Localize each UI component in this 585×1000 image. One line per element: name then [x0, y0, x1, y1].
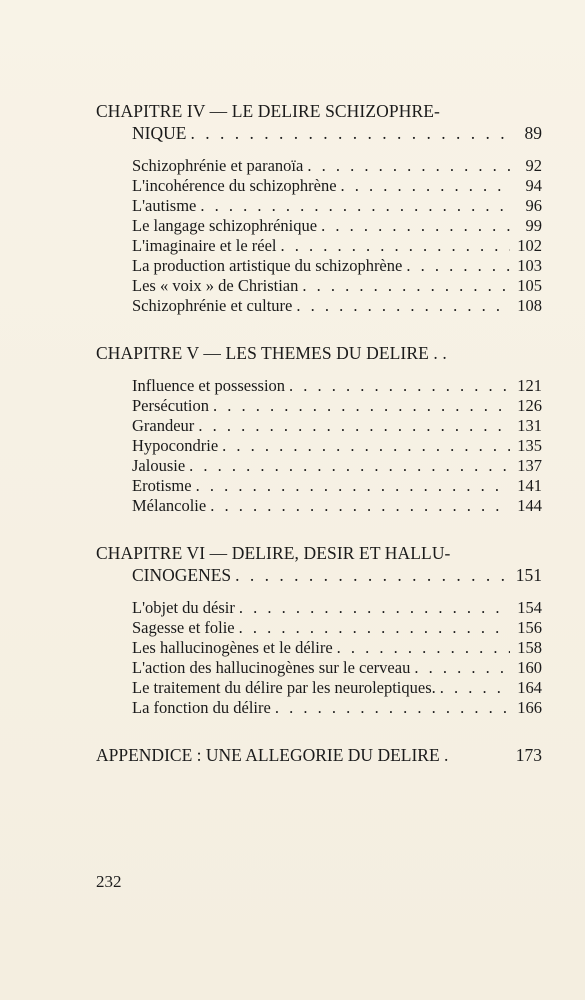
entry-label: L'incohérence du schizophrène	[132, 176, 337, 195]
entry-page: 160	[517, 658, 542, 677]
entry-label: Influence et possession	[132, 376, 286, 395]
leader-dots	[190, 122, 510, 144]
entry-label: L'autisme	[132, 196, 197, 215]
leader-dots	[200, 196, 510, 216]
entry-page: 135	[517, 436, 542, 455]
chapter-6-title-line-1: CHAPITRE VI — DELIRE, DESIR ET HALLU-	[96, 543, 451, 563]
toc-entry	[96, 598, 542, 618]
entry-label: Les « voix » de Christian	[132, 276, 299, 295]
leader-dots	[302, 276, 510, 296]
toc-entry	[96, 276, 542, 296]
entry-page: 121	[517, 376, 542, 395]
entry-page: 105	[517, 276, 542, 295]
entry-label: Les hallucinogènes et le délire	[132, 638, 333, 657]
entry-page: 154	[517, 598, 542, 617]
leader-dots	[289, 376, 510, 396]
entry-label: Le langage schizophrénique	[132, 216, 318, 235]
toc-entry	[96, 176, 542, 196]
entry-page: 99	[525, 216, 542, 235]
leader-dots	[213, 396, 510, 416]
leader-dots	[307, 156, 510, 176]
entry-page: 156	[517, 618, 542, 637]
entry-label: L'objet du désir	[132, 598, 235, 617]
toc-entry	[96, 476, 542, 496]
entry-label: Persécution	[132, 396, 209, 415]
entry-page: 131	[517, 416, 542, 435]
toc-entry	[96, 638, 542, 658]
entry-label: La production artistique du schizophrène	[132, 256, 403, 275]
entry-label: Schizophrénie et culture	[132, 296, 293, 315]
leader-dots	[275, 698, 510, 718]
leader-dots	[198, 416, 510, 436]
entry-page: 102	[517, 236, 542, 255]
toc-entry	[96, 396, 542, 416]
entry-label: Grandeur	[132, 416, 195, 435]
toc-entry	[96, 376, 542, 396]
leader-dots	[321, 216, 510, 236]
entry-label: Hypocondrie	[132, 436, 219, 455]
entry-page: 141	[517, 476, 542, 495]
chapter-6-title-line-2	[96, 564, 542, 586]
leader-dots	[281, 236, 510, 256]
toc-entry	[96, 436, 542, 456]
toc-entry	[96, 236, 542, 256]
table-of-contents	[96, 100, 542, 766]
entry-page: 92	[525, 156, 542, 175]
toc-entry	[96, 496, 542, 516]
entry-page: 108	[517, 296, 542, 315]
toc-entry	[96, 416, 542, 436]
chapter-4-title-line-2	[96, 122, 542, 144]
entry-page: 137	[517, 456, 542, 475]
appendix-title: APPENDICE : UNE ALLEGORIE DU DELIRE .	[96, 745, 449, 765]
entry-page: 96	[525, 196, 542, 215]
entry-label: Le traitement du délire par les neuroleptiques.	[132, 678, 436, 697]
entry-page: 126	[517, 396, 542, 415]
leader-dots	[239, 618, 510, 638]
leader-dots	[222, 436, 510, 456]
toc-entry	[96, 618, 542, 638]
toc-entry	[96, 658, 542, 678]
appendix-line	[96, 744, 542, 766]
leader-dots	[196, 476, 510, 496]
chapter-5-title: CHAPITRE V — LES THEMES DU DELIRE . .	[96, 343, 447, 363]
leader-dots	[239, 598, 510, 618]
leader-dots	[296, 296, 510, 316]
entry-label: Mélancolie	[132, 496, 207, 515]
entry-label: Sagesse et folie	[132, 618, 235, 637]
chapter-6-page: 151	[515, 565, 542, 585]
chapter-6-title-continuation: CINOGENES	[132, 565, 232, 585]
leader-dots	[406, 256, 510, 276]
chapter-4-title-continuation: NIQUE	[132, 123, 187, 143]
entry-page: 166	[517, 698, 542, 717]
toc-entry	[96, 156, 542, 176]
entry-label: L'action des hallucinogènes sur le cerveau	[132, 658, 411, 677]
entry-label: L'imaginaire et le réel	[132, 236, 277, 255]
entry-page: 103	[517, 256, 542, 275]
leader-dots	[337, 638, 510, 658]
toc-entry	[96, 196, 542, 216]
entry-label: Jalousie	[132, 456, 186, 475]
leader-dots	[440, 678, 510, 698]
entry-page: 164	[517, 678, 542, 697]
page-number: 232	[96, 872, 122, 891]
toc-entry	[96, 698, 542, 718]
toc-entry	[96, 456, 542, 476]
toc-entry	[96, 256, 542, 276]
leader-dots	[210, 496, 510, 516]
entry-label: Erotisme	[132, 476, 192, 495]
leader-dots	[414, 658, 510, 678]
entry-label: La fonction du délire	[132, 698, 271, 717]
appendix-page: 173	[515, 745, 542, 765]
toc-entry	[96, 216, 542, 236]
entry-page: 94	[525, 176, 542, 195]
chapter-4-page: 89	[524, 123, 542, 143]
leader-dots	[341, 176, 510, 196]
leader-dots	[235, 564, 510, 586]
chapter-4-title-line-1: CHAPITRE IV — LE DELIRE SCHIZOPHRE-	[96, 101, 440, 121]
toc-entry	[96, 678, 542, 698]
entry-label: Schizophrénie et paranoïa	[132, 156, 304, 175]
entry-page: 144	[517, 496, 542, 515]
leader-dots	[189, 456, 510, 476]
entry-page: 158	[517, 638, 542, 657]
toc-entry	[96, 296, 542, 316]
